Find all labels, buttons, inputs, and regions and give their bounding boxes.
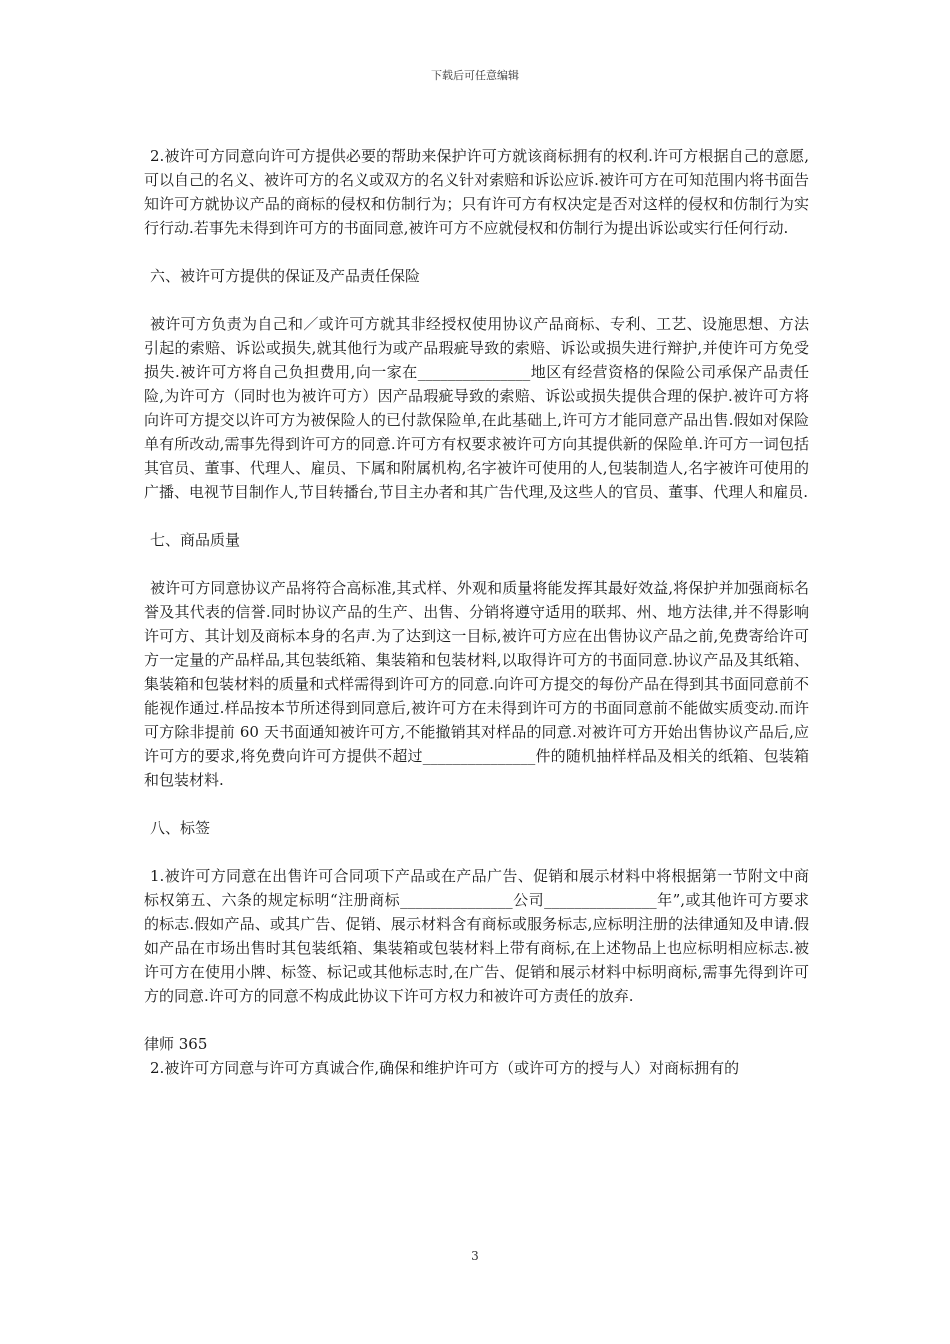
paragraph-8-2: 2.被许可方同意与许可方真诚合作,确保和维护许可方（或许可方的授与人）对商标拥有的: [150, 1059, 740, 1077]
paragraph-6: 被许可方负责为自己和／或许可方就其非经授权使用协议产品商标、专利、工艺、设施思想、方法引起的索赔、诉讼或损失,就其他行为或产品瑕疵导致的索赔、诉讼或损失进行辩护,并使许可方免受损失.被许可方将自己负担费用,向一家在_______________地区有经营资格的保险公司承保产品责任险,为许可方（同时也为被许可方）因产品瑕疵导致的索赔、诉讼或损失提供合理的保护.被许可方将向许可方提交以许可方为被保险人的已付款保险单,在此基础上,许可方才能同意产品出售.假如对保险单有所改动,需事先得到许可方的同意.许可方有权要求被许可方向其提供新的保险单.许可方一词包括其官员、董事、代理人、雇员、下属和附属机构,名字被许可使用的人,包装制造人,名字被许可使用的广播、电视节目制作人,节目转播台,节目主办者和其广告代理,及这些人的官员、董事、代理人和雇员.: [144, 315, 809, 501]
paragraph-7: 被许可方同意协议产品将符合高标准,其式样、外观和质量将能发挥其最好效益,将保护并加强商标名誉及其代表的信誉.同时协议产品的生产、出售、分销将遵守适用的联邦、州、地方法律,并不得影响许可方、其计划及商标本身的名声.为了达到这一目标,被许可方应在出售协议产品之前,免费寄给许可方一定量的产品样品,其包装纸箱、集装箱和包装材料,以取得许可方的书面同意.协议产品及其纸箱、集装箱和包装材料的质量和式样需得到许可方的同意.向许可方提交的每份产品在得到其书面同意前不能视作通过.样品按本节所述得到同意后,被许可方在未得到许可方的书面同意前不能做实质变动.而许可方除非提前 60 天书面通知被许可方,不能撤销其对样品的同意.对被许可方开始出售协议产品后,应许可方的要求,将免费向许可方提供不超过_______________件的随机抽样样品及相关的纸箱、包装箱和包装材料.: [144, 579, 809, 789]
paragraph-5-2: 2.被许可方同意向许可方提供必要的帮助来保护许可方就该商标拥有的权利.许可方根据自己的意愿,可以自己的名义、被许可方的名义或双方的名义针对索赔和诉讼应诉.被许可方在可知范围内将书面告知许可方就协议产品的商标的侵权和仿制行为；只有许可方有权决定是否对这样的侵权和仿制行为实行行动.若事先未得到许可方的书面同意,被许可方不应就侵权和仿制行为提出诉讼或实行任何行动.: [144, 147, 809, 237]
section-heading-8: 八、标签: [150, 819, 211, 837]
page-number: 3: [471, 1249, 479, 1263]
section-heading-6: 六、被许可方提供的保证及产品责任保险: [150, 267, 421, 285]
document-body: [144, 144, 809, 1080]
paragraph-8-1: 1.被许可方同意在出售许可合同项下产品或在产品广告、促销和展示材料中将根据第一节附文中商标权第五、六条的规定标明“注册商标_______________公司_______________年”,或其他许可方要求的标志.假如产品、或其广告、促销、展示材料含有商标或服务标志,应标明注册的法律通知及申请.假如产品在市场出售时其包装纸箱、集装箱或包装材料上带有商标,在上述物品上也应标明相应标志.被许可方在使用小牌、标签、标记或其他标志时,在广告、促销和展示材料中标明商标,需事先得到许可方的同意.许可方的同意不构成此协议下许可方权力和被许可方责任的放弃.: [144, 867, 809, 1005]
section-heading-7: 七、商品质量: [150, 531, 241, 549]
page-header: 下载后可任意编辑: [431, 69, 519, 82]
lawyer-label: 律师 365: [144, 1035, 208, 1053]
